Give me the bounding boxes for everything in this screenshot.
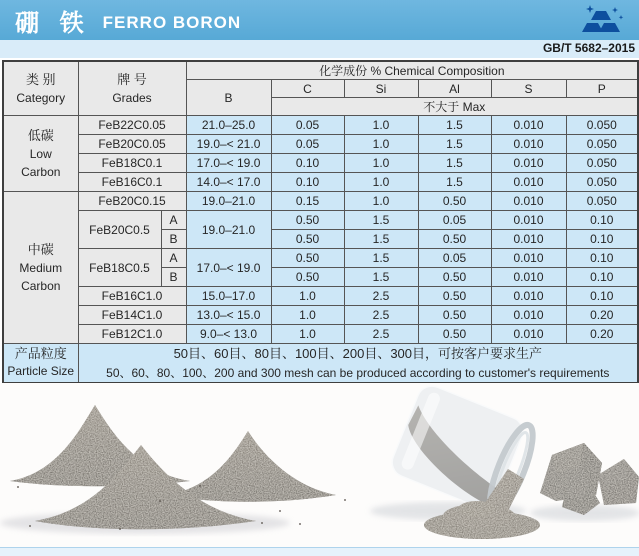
category-low-en2: Carbon <box>21 165 61 180</box>
grade-cell: FeB12C1.0 <box>78 325 186 344</box>
value-c: 1.0 <box>271 325 344 344</box>
value-al: 0.50 <box>418 192 491 211</box>
value-al: 0.05 <box>418 249 491 268</box>
col-header-category-zh: 类 别 <box>25 71 56 87</box>
value-b: 21.0–25.0 <box>186 116 271 135</box>
category-group-medium-carbon <box>3 192 78 344</box>
value-si: 1.5 <box>344 211 418 230</box>
value-c: 0.10 <box>271 154 344 173</box>
col-header-S: S <box>491 80 566 98</box>
masthead <box>0 0 639 40</box>
value-si: 1.5 <box>344 230 418 249</box>
value-si: 1.0 <box>344 154 418 173</box>
category-medium-en1: Medium <box>19 261 63 276</box>
value-s: 0.010 <box>491 306 566 325</box>
grade-cell: FeB16C1.0 <box>78 287 186 306</box>
gold-ingots-logo-icon <box>577 3 629 44</box>
col-header-Si: Si <box>344 80 418 98</box>
value-si: 1.0 <box>344 116 418 135</box>
value-b: 13.0–< 15.0 <box>186 306 271 325</box>
value-s: 0.010 <box>491 249 566 268</box>
value-b: 14.0–< 17.0 <box>186 173 271 192</box>
col-header-C: C <box>271 80 344 98</box>
value-c: 1.0 <box>271 306 344 325</box>
page-title-zh: 硼 铁 <box>15 9 91 37</box>
col-header-category-en: Category <box>16 91 66 106</box>
value-si: 1.0 <box>344 192 418 211</box>
value-b: 19.0–21.0 <box>186 192 271 211</box>
value-al: 0.05 <box>418 211 491 230</box>
value-c: 1.0 <box>271 287 344 306</box>
standard-number: GB/T 5682–2015 <box>0 40 639 58</box>
value-si: 1.5 <box>344 249 418 268</box>
grade-cell: FeB16C0.1 <box>78 173 186 192</box>
value-b: 19.0–< 21.0 <box>186 135 271 154</box>
particle-size-label <box>3 344 78 383</box>
value-si: 2.5 <box>344 287 418 306</box>
value-p: 0.050 <box>566 116 638 135</box>
col-header-category <box>3 61 78 116</box>
value-s: 0.010 <box>491 154 566 173</box>
value-b: 9.0–< 13.0 <box>186 325 271 344</box>
particle-size-line-en: 50、60、80、100、200 and 300 mesh can be produced according to customer's requirements <box>106 365 610 380</box>
value-p: 0.050 <box>566 154 638 173</box>
value-b: 17.0–< 19.0 <box>186 249 271 287</box>
value-b: 19.0–21.0 <box>186 211 271 249</box>
grade-cell: FeB20C0.05 <box>78 135 186 154</box>
value-si: 1.5 <box>344 268 418 287</box>
col-header-grades <box>78 61 186 116</box>
grade-cell: FeB20C0.15 <box>78 192 186 211</box>
value-s: 0.010 <box>491 173 566 192</box>
value-p: 0.050 <box>566 135 638 154</box>
subgrade-cell: A <box>161 211 186 230</box>
value-al: 1.5 <box>418 135 491 154</box>
product-photos <box>0 383 639 547</box>
value-al: 0.50 <box>418 287 491 306</box>
value-p: 0.20 <box>566 325 638 344</box>
value-p: 0.10 <box>566 230 638 249</box>
col-header-Al: Al <box>418 80 491 98</box>
value-al: 1.5 <box>418 116 491 135</box>
value-s: 0.010 <box>491 325 566 344</box>
photo-powder-piles <box>0 405 346 534</box>
value-b: 17.0–< 19.0 <box>186 154 271 173</box>
value-c: 0.50 <box>271 211 344 230</box>
value-c: 0.50 <box>271 230 344 249</box>
value-c: 0.05 <box>271 135 344 154</box>
value-c: 0.05 <box>271 116 344 135</box>
value-b: 15.0–17.0 <box>186 287 271 306</box>
subgrade-cell: B <box>161 268 186 287</box>
photo-ore-lumps <box>530 443 639 521</box>
col-header-P: P <box>566 80 638 98</box>
value-p: 0.050 <box>566 173 638 192</box>
grade-cell: FeB20C0.5 <box>78 211 161 249</box>
category-group-low-carbon <box>3 116 78 192</box>
page-title-en: FERRO BORON <box>102 12 242 32</box>
value-p: 0.050 <box>566 192 638 211</box>
category-low-zh: 低碳 <box>27 127 54 143</box>
grade-cell: FeB14C1.0 <box>78 306 186 325</box>
value-p: 0.10 <box>566 211 638 230</box>
value-al: 1.5 <box>418 173 491 192</box>
subgrade-cell: B <box>161 230 186 249</box>
value-p: 0.10 <box>566 287 638 306</box>
value-al: 0.50 <box>418 325 491 344</box>
value-c: 0.50 <box>271 268 344 287</box>
particle-size-content <box>78 344 638 383</box>
value-al: 0.50 <box>418 306 491 325</box>
value-s: 0.010 <box>491 135 566 154</box>
value-s: 0.010 <box>491 192 566 211</box>
value-s: 0.010 <box>491 211 566 230</box>
max-label: 不大于 Max <box>271 98 638 116</box>
chemical-composition-table <box>2 60 639 384</box>
grade-cell: FeB18C0.1 <box>78 154 186 173</box>
particle-size-line-zh: 50目、60目、80目、100目、200目、300目，可按客户要求生产 <box>173 346 543 361</box>
spec-table-wrap <box>2 60 637 384</box>
value-si: 2.5 <box>344 306 418 325</box>
subgrade-cell: A <box>161 249 186 268</box>
photo-jar-pouring <box>370 383 541 539</box>
category-medium-zh: 中碳 <box>27 241 54 257</box>
value-p: 0.10 <box>566 268 638 287</box>
value-p: 0.10 <box>566 249 638 268</box>
value-si: 1.0 <box>344 135 418 154</box>
category-low-en1: Low <box>29 147 52 162</box>
grade-cell: FeB18C0.5 <box>78 249 161 287</box>
value-al: 0.50 <box>418 268 491 287</box>
value-s: 0.010 <box>491 268 566 287</box>
col-header-B: B <box>186 80 271 116</box>
grade-cell: FeB22C0.05 <box>78 116 186 135</box>
value-c: 0.15 <box>271 192 344 211</box>
particle-size-label-zh: 产品粒度 <box>14 345 67 361</box>
value-al: 0.50 <box>418 230 491 249</box>
composition-header: 化学成份 % Chemical Composition <box>186 61 638 80</box>
value-s: 0.010 <box>491 116 566 135</box>
value-al: 1.5 <box>418 154 491 173</box>
value-p: 0.20 <box>566 306 638 325</box>
value-s: 0.010 <box>491 287 566 306</box>
value-s: 0.010 <box>491 230 566 249</box>
value-si: 2.5 <box>344 325 418 344</box>
value-c: 0.50 <box>271 249 344 268</box>
bottom-accent-strip <box>0 547 639 556</box>
category-medium-en2: Carbon <box>21 279 61 294</box>
value-si: 1.0 <box>344 173 418 192</box>
particle-size-label-en: Particle Size <box>7 364 75 379</box>
col-header-grades-en: Grades <box>112 91 152 106</box>
value-c: 0.10 <box>271 173 344 192</box>
col-header-grades-zh: 牌 号 <box>117 71 147 87</box>
